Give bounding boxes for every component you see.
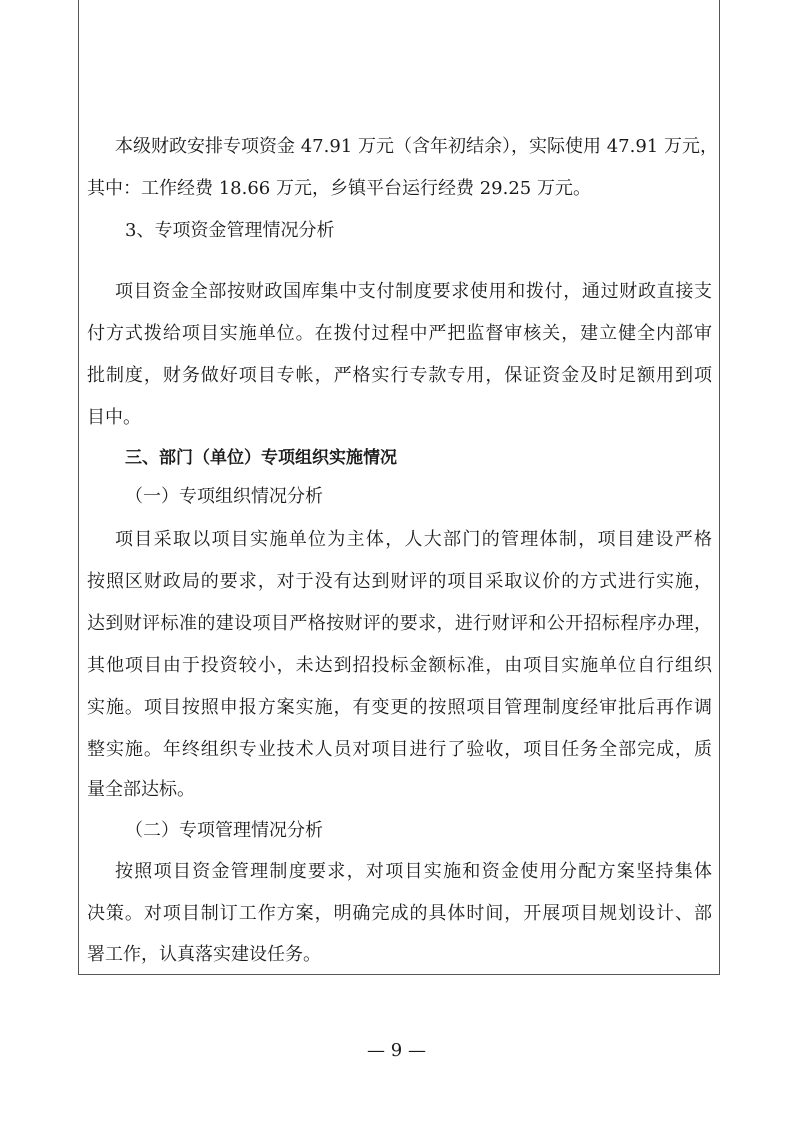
text-line: 量全部达标。 [87,779,195,800]
text-line: 署工作，认真落实建设任务。 [87,944,321,965]
text-line: 其他项目由于投资较小，未达到招投标金额标准，由项目实施单位自行组织 [87,655,712,676]
text-line: 整实施。年终组织专业技术人员对项目进行了验收，项目任务全部完成，质 [87,739,712,760]
page-number: — 9 — [367,1040,426,1061]
subsection-heading: （二）专项管理情况分析 [125,820,323,841]
text-line: 按照区财政局的要求，对于没有达到财评的项目采取议价的方式进行实施， [87,571,712,592]
text-line: 实施。项目按照申报方案实施，有变更的按照项目管理制度经审批后再作调 [87,697,712,718]
text-line: 达到财评标准的建设项目严格按财评的要求，进行财评和公开招标程序办理， [87,613,712,634]
section-heading: 三、部门（单位）专项组织实施情况 [125,448,397,468]
text-line: 目中。 [87,407,141,428]
subsection-heading: （一）专项组织情况分析 [125,486,323,507]
text-line: 决策。对项目制订工作方案，明确完成的具体时间，开展项目规划设计、部 [87,903,712,924]
text-line: 项目资金全部按财政国库集中支付制度要求使用和拨付，通过财政直接支 [115,281,712,302]
text-line: 按照项目资金管理制度要求，对项目实施和资金使用分配方案坚持集体 [115,861,712,882]
text-line: 其中：工作经费 18.66 万元，乡镇平台运行经费 29.25 万元。 [87,178,591,199]
text-line: 项目采取以项目实施单位为主体，人大部门的管理体制，项目建设严格 [115,529,712,550]
text-line: 批制度，财务做好项目专帐，严格实行专款专用，保证资金及时足额用到项 [87,365,712,386]
text-line: 本级财政安排专项资金 47.91 万元（含年初结余），实际使用 47.91 万元， [115,136,718,157]
text-line: 付方式拨给项目实施单位。在拨付过程中严把监督审核关，建立健全内部审 [87,323,712,344]
subsection-heading: 3、专项资金管理情况分析 [125,220,335,241]
